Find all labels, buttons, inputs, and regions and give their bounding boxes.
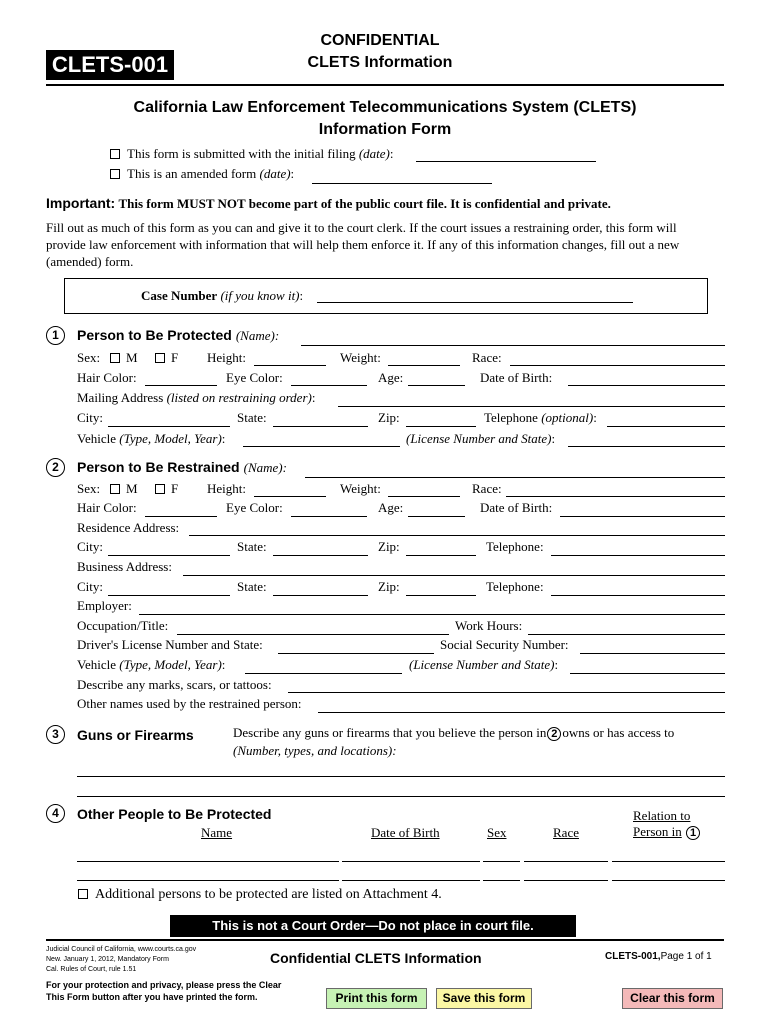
p1-telephone-text: Telephone — [484, 410, 538, 425]
p1-state-field[interactable] — [273, 426, 368, 427]
p2-license-label: (License Number and State): — [409, 657, 559, 672]
other-person-2-race-field[interactable] — [524, 880, 608, 881]
case-number-field[interactable] — [317, 302, 633, 303]
p1-hair-color-label: Hair Color: — [77, 370, 137, 385]
p1-sex-f-checkbox[interactable] — [155, 353, 165, 363]
p2-sex-label: Sex: — [77, 481, 101, 496]
p2-zip-label: Zip: — [378, 539, 400, 554]
p1-sex-label: Sex: — [77, 350, 101, 365]
attachment-4-label: Additional persons to be protected are listed on Attachment 4. — [95, 887, 442, 902]
footer-form-id: CLETS-001, — [605, 951, 661, 962]
section-3-hint: (Number, types, and locations): — [233, 743, 397, 758]
footer-page: Page 1 of 1 — [660, 951, 712, 962]
p1-eye-color-field[interactable] — [291, 385, 367, 386]
firearms-field-line2[interactable] — [77, 796, 725, 797]
p1-mailing-text: Mailing Address — [77, 390, 164, 405]
p2-license-hint: (License Number and State) — [409, 657, 555, 672]
p1-weight-field[interactable] — [388, 365, 460, 366]
p2-sex-m-label: M — [126, 481, 138, 496]
other-person-1-dob-field[interactable] — [342, 861, 480, 862]
p1-dob-field[interactable] — [568, 385, 725, 386]
p2-hair-color-field[interactable] — [145, 516, 217, 517]
p2-dob-field[interactable] — [560, 516, 725, 517]
other-person-1-relation-field[interactable] — [612, 861, 725, 862]
p2-state-field[interactable] — [273, 555, 368, 556]
p1-telephone-hint: (optional) — [541, 410, 594, 425]
section-3-desc-post: owns or has access to — [562, 725, 675, 740]
p1-city-label: City: — [77, 410, 104, 425]
privacy-note-line1: For your protection and privacy, please press the Clear — [46, 980, 282, 990]
intro-line1: Fill out as much of this form as you can and give it to the court clerk. If the court issues a restraining order, this form will — [46, 220, 677, 235]
p2-state-label: State: — [237, 539, 267, 554]
amended-form-date-hint: (date) — [259, 166, 291, 181]
p2-license-field[interactable] — [570, 673, 725, 674]
intro-line2: provide law enforcement with information that will help them enforce it. If any of this information changes, fill out a new — [46, 237, 680, 252]
p1-license-hint: (License Number and State) — [406, 431, 552, 446]
section-2-title: Person to Be Restrained — [77, 459, 240, 475]
section-4-number: 4 — [46, 804, 65, 823]
p2-marks-field[interactable] — [288, 692, 725, 693]
p1-zip-field[interactable] — [406, 426, 476, 427]
p1-mailing-hint: (listed on restraining order) — [166, 390, 312, 405]
case-number-hint: (if you know it) — [220, 288, 300, 303]
attachment-4-checkbox[interactable] — [78, 889, 88, 899]
footer-new: New. January 1, 2012, Mandatory Form — [46, 956, 169, 963]
p2-city-field[interactable] — [108, 555, 230, 556]
other-person-2-dob-field[interactable] — [342, 880, 480, 881]
p1-sex-f-label: F — [171, 350, 179, 365]
p2-sex-f-checkbox[interactable] — [155, 484, 165, 494]
p1-mailing-field[interactable] — [338, 406, 725, 407]
col-sex-header: Sex — [487, 825, 507, 840]
p1-zip-label: Zip: — [378, 410, 400, 425]
not-court-order-banner: This is not a Court Order—Do not place in court file. — [170, 915, 576, 937]
p2-residence-label: Residence Address: — [77, 520, 180, 535]
p2-business-city-label: City: — [77, 579, 104, 594]
p1-dob-label: Date of Birth: — [480, 370, 553, 385]
p1-telephone-field[interactable] — [607, 426, 725, 427]
p2-vehicle-text: Vehicle — [77, 657, 116, 672]
other-person-1-name-field[interactable] — [77, 861, 339, 862]
p1-vehicle-hint: (Type, Model, Year) — [119, 431, 222, 446]
p2-city-label: City: — [77, 539, 104, 554]
case-number-label: Case Number (if you know it): — [141, 288, 304, 303]
p2-age-field[interactable] — [408, 516, 465, 517]
p2-weight-label: Weight: — [340, 481, 381, 496]
privacy-note-line2: This Form button after you have printed the form. — [46, 992, 258, 1002]
section-2-heading — [77, 459, 287, 477]
other-person-2-relation-field[interactable] — [612, 880, 725, 881]
p2-telephone-label: Telephone: — [486, 539, 544, 554]
section-2-number: 2 — [46, 458, 65, 477]
p2-business-state-field[interactable] — [273, 595, 368, 596]
initial-filing-date-hint: (date) — [358, 146, 390, 161]
p1-age-label: Age: — [378, 370, 404, 385]
p1-race-label: Race: — [472, 350, 502, 365]
amended-form-text: This is an amended form — [127, 166, 257, 181]
section-1-number: 1 — [46, 326, 65, 345]
p2-eye-color-label: Eye Color: — [226, 500, 283, 515]
p2-ssn-label: Social Security Number: — [440, 637, 569, 652]
p1-sex-m-checkbox[interactable] — [110, 353, 120, 363]
p2-business-city-field[interactable] — [108, 595, 230, 596]
p1-sex-m-label: M — [126, 350, 138, 365]
amended-form-label: This is an amended form (date): — [127, 166, 295, 181]
print-form-button[interactable]: Print this form — [326, 988, 427, 1009]
confidential-heading: CONFIDENTIAL — [320, 32, 440, 49]
section-1-heading — [77, 327, 279, 345]
p2-business-zip-label: Zip: — [378, 579, 400, 594]
col-relation-text: Person in — [633, 824, 682, 839]
p2-sex-m-checkbox[interactable] — [110, 484, 120, 494]
restrained-name-field[interactable] — [305, 477, 725, 478]
p2-hair-color-label: Hair Color: — [77, 500, 137, 515]
important-notice — [46, 195, 611, 212]
form-id-badge: CLETS-001 — [46, 50, 174, 80]
p2-vehicle-hint: (Type, Model, Year) — [119, 657, 222, 672]
p2-drivers-license-field[interactable] — [278, 653, 434, 654]
form-title-line1: California Law Enforcement Telecommunications System (CLETS) — [133, 99, 637, 116]
p2-vehicle-field[interactable] — [245, 673, 402, 674]
important-text: This form MUST NOT become part of the public court file. It is confidential and private. — [118, 196, 611, 211]
p1-state-label: State: — [237, 410, 267, 425]
initial-filing-label: This form is submitted with the initial filing (date): — [127, 146, 394, 161]
section-4-title: Other People to Be Protected — [77, 806, 272, 822]
p1-vehicle-text: Vehicle — [77, 431, 116, 446]
p1-eye-color-label: Eye Color: — [226, 370, 283, 385]
p2-age-label: Age: — [378, 500, 404, 515]
footer-rule — [46, 939, 724, 941]
p2-height-label: Height: — [207, 481, 246, 496]
p2-business-telephone-label: Telephone: — [486, 579, 544, 594]
other-person-2-name-field[interactable] — [77, 880, 339, 881]
p2-marks-label: Describe any marks, scars, or tattoos: — [77, 677, 272, 692]
p1-telephone-label: Telephone (optional): — [484, 410, 597, 425]
p2-employer-label: Employer: — [77, 598, 132, 613]
initial-filing-checkbox[interactable] — [110, 149, 120, 159]
save-form-button[interactable]: Save this form — [436, 988, 532, 1009]
intro-line3: (amended) form. — [46, 254, 134, 269]
other-person-1-sex-field[interactable] — [483, 861, 520, 862]
header-rule — [46, 84, 724, 86]
p2-zip-field[interactable] — [406, 555, 476, 556]
section-3-title: Guns or Firearms — [77, 727, 194, 743]
initial-filing-date-field[interactable] — [416, 161, 596, 162]
col-dob-header: Date of Birth — [371, 825, 440, 840]
p1-height-label: Height: — [207, 350, 246, 365]
p1-license-field[interactable] — [568, 446, 725, 447]
important-label: Important: — [46, 195, 116, 211]
p2-occupation-field[interactable] — [177, 634, 449, 635]
p2-business-zip-field[interactable] — [406, 595, 476, 596]
p2-height-field[interactable] — [254, 496, 326, 497]
col-name-header: Name — [201, 825, 233, 840]
p2-ssn-field[interactable] — [580, 653, 725, 654]
p1-vehicle-field[interactable] — [243, 446, 400, 447]
p1-race-field[interactable] — [510, 365, 725, 366]
clear-form-button[interactable]: Clear this form — [622, 988, 723, 1009]
other-person-1-race-field[interactable] — [524, 861, 608, 862]
form-title-line2: Information Form — [318, 121, 452, 138]
p2-business-telephone-field[interactable] — [551, 595, 725, 596]
p1-age-field[interactable] — [408, 385, 465, 386]
p2-eye-color-field[interactable] — [291, 516, 367, 517]
p2-telephone-field[interactable] — [551, 555, 725, 556]
p2-employer-field[interactable] — [139, 614, 725, 615]
p2-work-hours-field[interactable] — [528, 634, 725, 635]
p2-other-names-label: Other names used by the restrained person: — [77, 696, 302, 711]
p2-race-field[interactable] — [506, 496, 725, 497]
p2-weight-field[interactable] — [388, 496, 460, 497]
section-3-number: 3 — [46, 725, 65, 744]
amended-form-date-field[interactable] — [312, 183, 492, 184]
p2-business-state-label: State: — [237, 579, 267, 594]
initial-filing-text: This form is submitted with the initial filing — [127, 146, 356, 161]
p2-vehicle-label: Vehicle (Type, Model, Year): — [77, 657, 226, 672]
p1-height-field[interactable] — [254, 365, 326, 366]
case-number-text: Case Number — [141, 288, 218, 303]
p1-license-label: (License Number and State): — [406, 431, 556, 446]
col-relation-header1: Relation to — [633, 808, 691, 823]
footer-council: Judicial Council of California, www.courts.ca.gov — [46, 946, 197, 953]
section-3-desc-pre: Describe any guns or firearms that you believe the person in — [233, 725, 547, 740]
p1-city-field[interactable] — [108, 426, 230, 427]
p2-occupation-label: Occupation/Title: — [77, 618, 169, 633]
p1-mailing-label: Mailing Address (listed on restraining order): — [77, 390, 316, 405]
section-1-title: Person to Be Protected — [77, 327, 232, 343]
p2-work-hours-label: Work Hours: — [455, 618, 523, 633]
footer-rules: Cal. Rules of Court, rule 1.51 — [46, 966, 137, 973]
col-race-header: Race — [553, 825, 579, 840]
p1-vehicle-label: Vehicle (Type, Model, Year): — [77, 431, 226, 446]
p2-residence-field[interactable] — [189, 535, 725, 536]
footer-page-info — [605, 951, 712, 963]
p2-race-label: Race: — [472, 481, 502, 496]
clets-information-heading: CLETS Information — [307, 54, 453, 71]
col-relation-header2 — [633, 824, 701, 840]
protected-name-field[interactable] — [301, 345, 725, 346]
p2-dob-label: Date of Birth: — [480, 500, 553, 515]
section-3-ref-circle: 2 — [547, 727, 561, 741]
p2-drivers-license-label: Driver's License Number and State: — [77, 637, 263, 652]
section-2-name-hint: (Name): — [243, 460, 287, 475]
p2-other-names-field[interactable] — [318, 712, 725, 713]
section-3-description — [233, 725, 674, 741]
p1-hair-color-field[interactable] — [145, 385, 217, 386]
p1-weight-label: Weight: — [340, 350, 381, 365]
amended-form-checkbox[interactable] — [110, 169, 120, 179]
other-person-2-sex-field[interactable] — [483, 880, 520, 881]
p2-sex-f-label: F — [171, 481, 179, 496]
footer-center-title: Confidential CLETS Information — [270, 950, 482, 966]
p2-business-label: Business Address: — [77, 559, 172, 574]
firearms-field-line1[interactable] — [77, 776, 725, 777]
p2-business-field[interactable] — [183, 575, 725, 576]
col-relation-ref-circle: 1 — [686, 826, 700, 840]
section-1-name-hint: (Name): — [235, 328, 280, 343]
